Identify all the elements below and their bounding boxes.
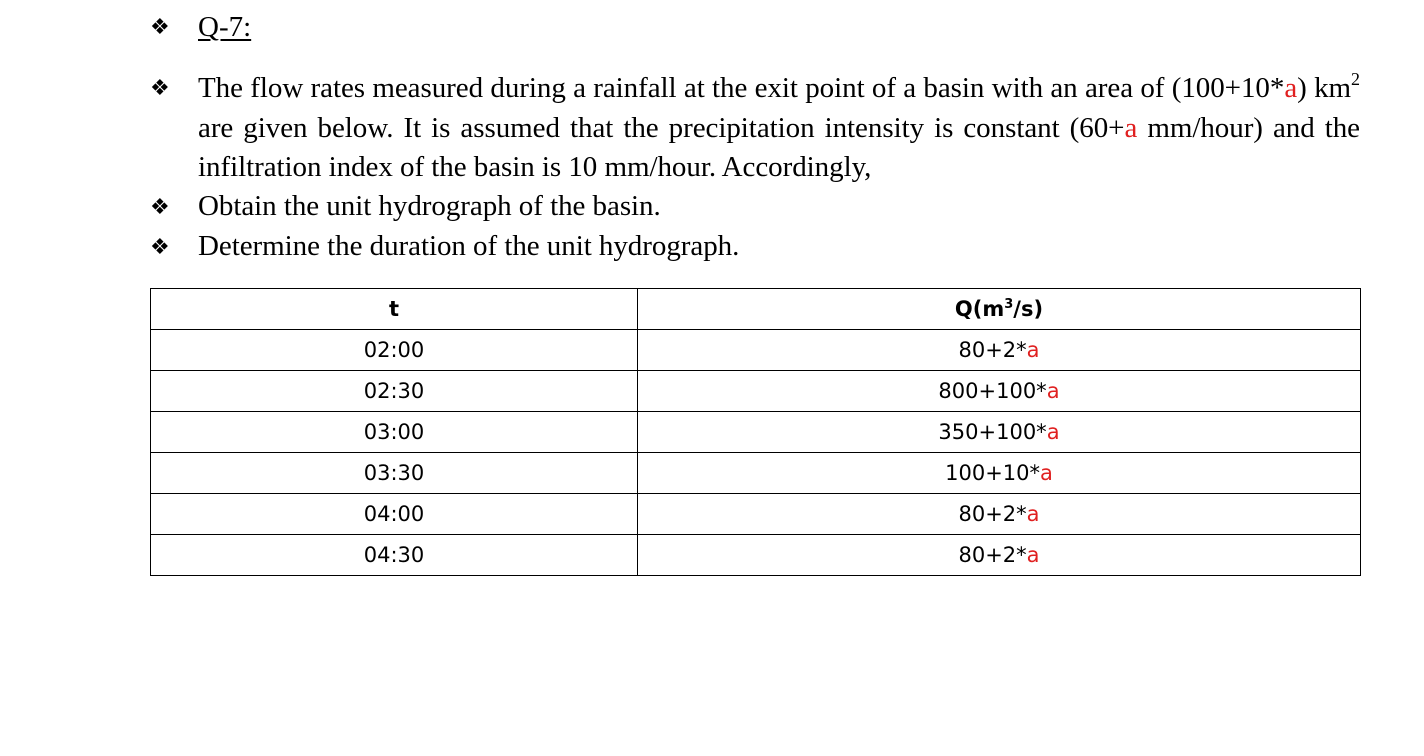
variable-a: a <box>1284 72 1298 104</box>
bullet-icon: ❖ <box>150 234 170 259</box>
bullet-icon: ❖ <box>150 14 170 39</box>
header-time: t <box>151 289 638 330</box>
table-row <box>151 535 1361 576</box>
table-row <box>151 371 1361 412</box>
superscript: 2 <box>1351 69 1360 89</box>
problem-statement: The flow rates measured during a rainfall at the exit point of a basin with an area of (100+10*a) $km^2$ are given below. It is assumed that the precipitation intensity is constant (60+a mm/hour) and the infiltration index of the basin is 10 mm/hour. Accordingly, <box>198 69 1360 183</box>
variable-a: a <box>1124 111 1138 144</box>
flow-cell: 80+2*a <box>638 494 1361 535</box>
flow-cell: 80+2*a <box>638 330 1361 371</box>
table-header-row <box>151 289 1361 330</box>
time-cell: 02:00 <box>151 330 638 371</box>
time-cell: 03:30 <box>151 453 638 494</box>
question-title: Q-7: <box>198 11 252 43</box>
flow-cell: 80+2*a <box>638 535 1361 576</box>
table-row <box>151 494 1361 535</box>
time-cell: 04:00 <box>151 494 638 535</box>
bullet-icon: ❖ <box>150 194 170 219</box>
task-item: Obtain the unit hydrograph of the basin. <box>198 190 661 222</box>
table-row <box>151 330 1361 371</box>
bullet-icon: ❖ <box>150 75 170 100</box>
flow-table <box>150 288 1361 576</box>
header-flow: $Q(m^3/s)$ <box>638 289 1361 330</box>
flow-cell: 100+10*a <box>638 453 1361 494</box>
task-item: Determine the duration of the unit hydrograph. <box>198 230 740 262</box>
flow-cell: 350+100*a <box>638 412 1361 453</box>
time-cell: 04:30 <box>151 535 638 576</box>
time-cell: 02:30 <box>151 371 638 412</box>
table-row <box>151 412 1361 453</box>
table-row <box>151 453 1361 494</box>
time-cell: 03:00 <box>151 412 638 453</box>
flow-cell: 800+100*a <box>638 371 1361 412</box>
